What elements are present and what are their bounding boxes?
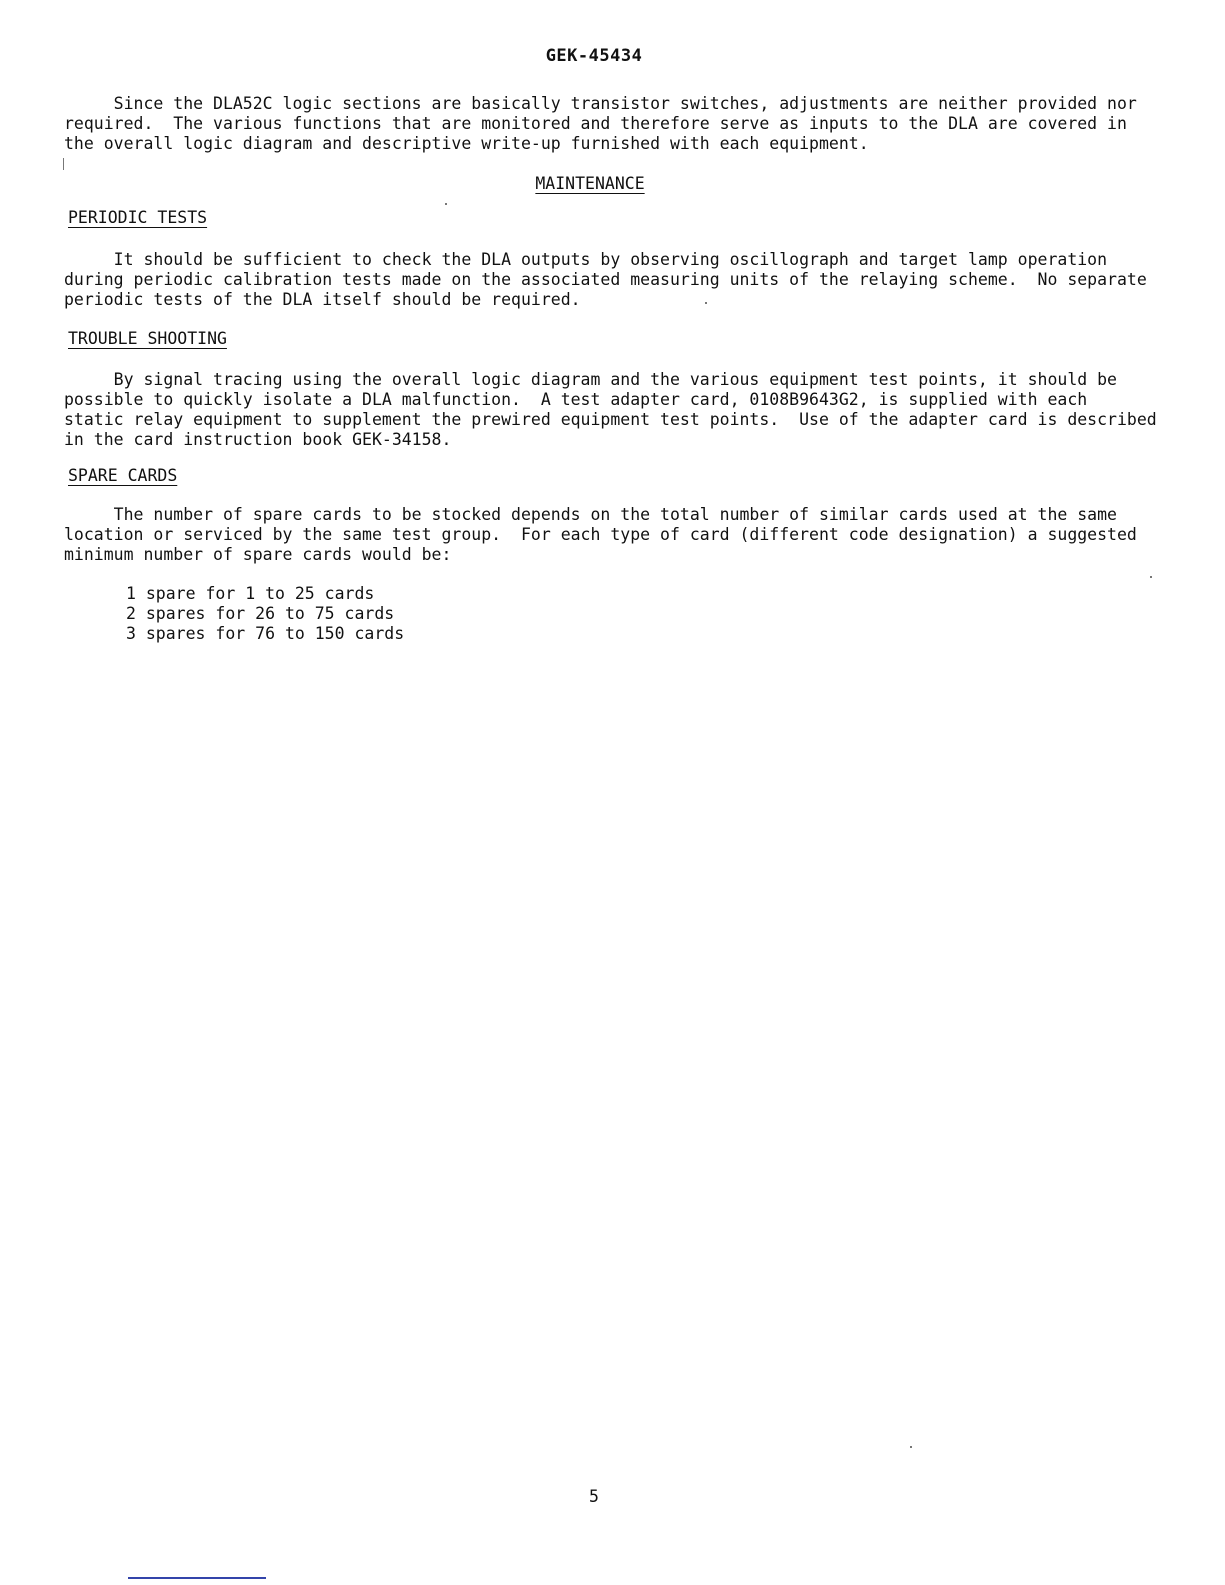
scan-speck — [63, 158, 64, 170]
trouble-shooting-heading: TROUBLE SHOOTING — [68, 329, 227, 348]
trouble-shooting-line: in the card instruction book GEK-34158. — [64, 430, 452, 449]
scan-speck — [910, 1446, 912, 1448]
spare-cards-line: The number of spare cards to be stocked depends on the total number of similar cards used at the same — [64, 505, 1117, 524]
scan-speck — [1150, 576, 1152, 578]
bottom-rule — [128, 1577, 266, 1579]
intro-line: required. The various functions that are monitored and therefore serve as inputs to the DLA are covered in — [64, 114, 1127, 133]
periodic-tests-line: during periodic calibration tests made on the associated measuring units of the relaying scheme. No separate — [64, 270, 1147, 289]
page-number: 5 — [589, 1487, 599, 1506]
spare-cards-line: location or serviced by the same test group. For each type of card (different code designation) a suggested — [64, 525, 1137, 544]
list-item: 1 spare for 1 to 25 cards — [126, 584, 375, 603]
periodic-tests-line: It should be sufficient to check the DLA outputs by observing oscillograph and target lamp operation — [64, 250, 1108, 269]
document-id: GEK-45434 — [545, 46, 643, 66]
scan-speck — [705, 302, 707, 304]
list-item: 3 spares for 76 to 150 cards — [126, 624, 405, 643]
spare-cards-heading: SPARE CARDS — [68, 466, 178, 485]
periodic-tests-line: periodic tests of the DLA itself should be required. — [64, 290, 581, 309]
scan-speck — [445, 203, 447, 205]
spare-cards-paragraph — [64, 505, 1154, 565]
trouble-shooting-line: possible to quickly isolate a DLA malfunction. A test adapter card, 0108B9643G2, is supplied with each — [64, 390, 1088, 409]
intro-paragraph — [64, 94, 1154, 154]
spare-cards-line: minimum number of spare cards would be: — [64, 545, 452, 564]
list-item: 2 spares for 26 to 75 cards — [126, 604, 395, 623]
trouble-shooting-line: By signal tracing using the overall logic diagram and the various equipment test points, it should be — [64, 370, 1117, 389]
spare-cards-list — [126, 584, 404, 644]
intro-line: Since the DLA52C logic sections are basically transistor switches, adjustments are neither provided nor — [64, 94, 1137, 113]
intro-line: the overall logic diagram and descriptive write-up furnished with each equipment. — [64, 134, 869, 153]
periodic-tests-heading: PERIODIC TESTS — [68, 208, 208, 227]
trouble-shooting-paragraph — [64, 370, 1157, 450]
maintenance-title: MAINTENANCE — [535, 174, 645, 193]
periodic-tests-paragraph — [64, 250, 1154, 310]
trouble-shooting-line: static relay equipment to supplement the prewired equipment test points. Use of the adapter card is described — [64, 410, 1157, 429]
